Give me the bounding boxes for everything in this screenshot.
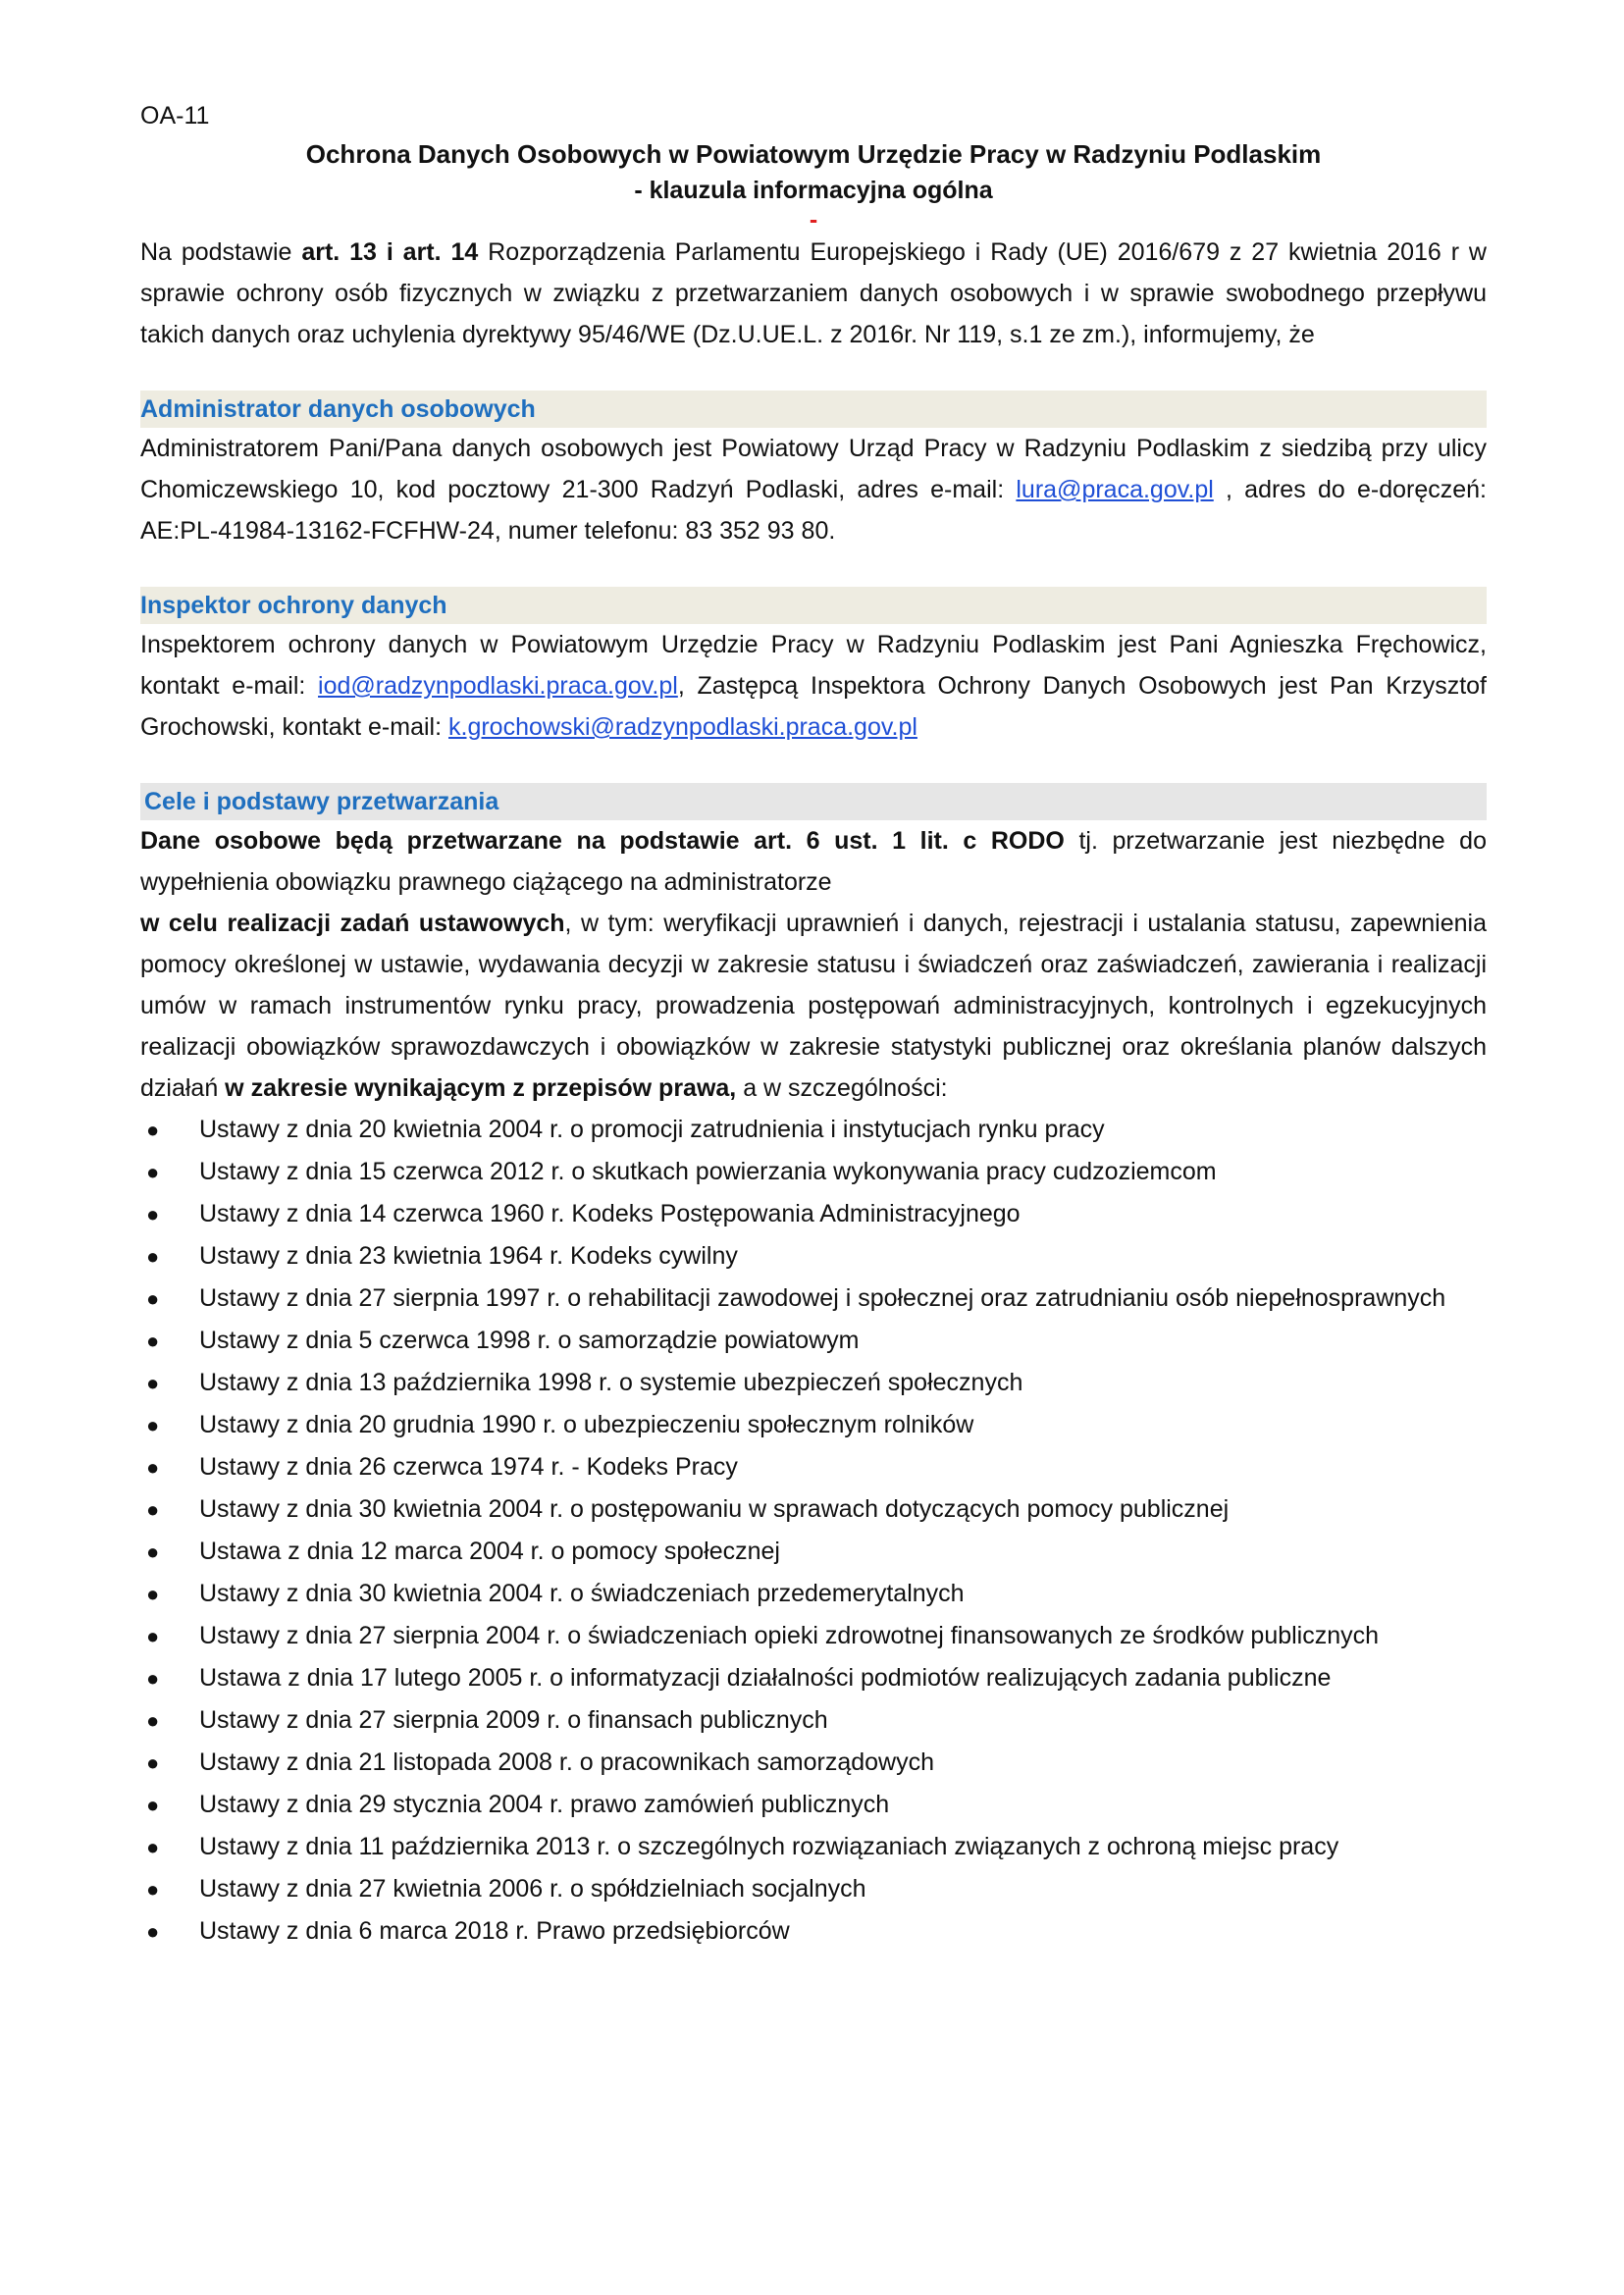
law-text: Ustawy z dnia 15 czerwca 2012 r. o skutkach powierzania wykonywania pracy cudzoziemcom: [199, 1158, 1217, 1185]
bullet-icon: ●: [146, 1919, 160, 1944]
intro-bold-articles: art. 13 i art. 14: [301, 238, 479, 266]
bullet-icon: ●: [146, 1329, 160, 1353]
purposes-bold-3: w zakresie wynikającym z przepisów prawa,: [225, 1074, 737, 1102]
administrator-paragraph: [140, 428, 1487, 551]
bullet-icon: ●: [146, 1877, 160, 1902]
bullet-icon: ●: [146, 1835, 160, 1859]
law-text: Ustawy z dnia 29 stycznia 2004 r. prawo zamówień publicznych: [199, 1791, 890, 1818]
bullet-icon: ●: [146, 1793, 160, 1817]
law-text: Ustawy z dnia 30 kwietnia 2004 r. o świadczeniach przedemerytalnych: [199, 1580, 965, 1607]
bullet-icon: ●: [146, 1708, 160, 1733]
purposes-text-2: , w tym: weryfikacji uprawnień i danych, rejestracji i ustalania statusu, zapewnienia pomocy określonej w ustawie, wydawania decyzji w zakresie statusu i świadczeń oraz zaświadczeń, zawierania i realizacji umów w ramach instrumentów rynku pracy, prowadzenia postępowań administracyjnych, kontrolnych i egzekucyjnych realizacji obowiązków sprawozdawczych i obowiązków w zakresie statystyki publicznej oraz określania planów dalszych działań: [140, 910, 1487, 1102]
law-list-item: [140, 1615, 1487, 1657]
law-text: Ustawy z dnia 20 kwietnia 2004 r. o promocji zatrudnienia i instytucjach rynku pracy: [199, 1116, 1105, 1143]
bullet-icon: ●: [146, 1118, 160, 1142]
bullet-icon: ●: [146, 1244, 160, 1269]
law-list-item: [140, 1109, 1487, 1151]
law-text: Ustawa z dnia 12 marca 2004 r. o pomocy społecznej: [199, 1538, 780, 1565]
laws-list: [140, 1109, 1487, 1953]
law-list-item: [140, 1488, 1487, 1531]
purposes-heading: Cele i podstawy przetwarzania: [140, 783, 1487, 820]
purposes-paragraph-2: [140, 903, 1487, 1109]
law-text: Ustawy z dnia 27 sierpnia 2009 r. o finansach publicznych: [199, 1706, 828, 1734]
purposes-bold-2: w celu realizacji zadań ustawowych: [140, 910, 565, 937]
law-list-item: [140, 1278, 1487, 1320]
law-text: Ustawa z dnia 17 lutego 2005 r. o informatyzacji działalności podmiotów realizujących zadania publiczne: [199, 1664, 1332, 1692]
law-text: Ustawy z dnia 26 czerwca 1974 r. - Kodeks Pracy: [199, 1453, 738, 1481]
bullet-icon: ●: [146, 1413, 160, 1437]
law-list-item: [140, 1404, 1487, 1446]
law-list-item: [140, 1868, 1487, 1910]
intro-paragraph: [140, 232, 1487, 355]
purposes-text-3: a w szczególności:: [736, 1074, 948, 1102]
administrator-text-1: Administratorem Pani/Pana danych osobowych jest Powiatowy Urząd Pracy w Radzyniu Podlaskim z siedzibą przy ulicy Chomiczewskiego 10, kod pocztowy 21-300 Radzyń Podlaski, adres e-mail:: [140, 435, 1487, 503]
bullet-icon: ●: [146, 1624, 160, 1648]
document-subtitle: - klauzula informacyjna ogólna: [634, 177, 993, 204]
law-list-item: [140, 1910, 1487, 1953]
bullet-icon: ●: [146, 1582, 160, 1606]
law-list-item: [140, 1362, 1487, 1404]
purposes-text-1: tj. przetwarzanie jest niezbędne do wypełnienia obowiązku prawnego ciążącego na administratorze: [140, 827, 1487, 896]
law-list-item: [140, 1151, 1487, 1193]
law-list-item: [140, 1699, 1487, 1742]
law-text: Ustawy z dnia 23 kwietnia 1964 r. Kodeks cywilny: [199, 1242, 738, 1270]
law-list-item: [140, 1784, 1487, 1826]
law-list-item: [140, 1742, 1487, 1784]
intro-text-2: Rozporządzenia Parlamentu Europejskiego i Rady (UE) 2016/679 z 27 kwietnia 2016 r w sprawie ochrony osób fizycznych w związku z przetwarzaniem danych osobowych i w sprawie swobodnego przepływu takich danych oraz uchylenia dyrektywy 95/46/WE (Dz.U.UE.L. z 2016r. Nr 119, s.1 ze zm.), informujemy, że: [140, 238, 1487, 348]
red-dash: -: [809, 206, 818, 234]
law-list-item: [140, 1573, 1487, 1615]
law-list-item: [140, 1193, 1487, 1235]
document-code: OA-11: [140, 102, 210, 130]
law-text: Ustawy z dnia 6 marca 2018 r. Prawo przedsiębiorców: [199, 1917, 790, 1945]
inspector-email-link[interactable]: iod@radzynpodlaski.praca.gov.pl: [318, 672, 678, 700]
inspector-paragraph: [140, 624, 1487, 748]
deputy-inspector-email-link[interactable]: k.grochowski@radzynpodlaski.praca.gov.pl: [448, 713, 917, 741]
administrator-heading: Administrator danych osobowych: [140, 391, 1487, 428]
law-list-item: [140, 1235, 1487, 1278]
law-text: Ustawy z dnia 27 sierpnia 2004 r. o świadczeniach opieki zdrowotnej finansowanych ze środków publicznych: [199, 1622, 1380, 1649]
administrator-text-2: , adres do e-doręczeń: AE:PL-41984-13162-FCFHW-24, numer telefonu: 83 352 93 80.: [140, 476, 1487, 545]
law-list-item: [140, 1320, 1487, 1362]
law-list-item: [140, 1826, 1487, 1868]
bullet-icon: ●: [146, 1371, 160, 1395]
law-text: Ustawy z dnia 30 kwietnia 2004 r. o postępowaniu w sprawach dotyczących pomocy publicznej: [199, 1495, 1230, 1523]
document-content: [140, 98, 1487, 1953]
law-text: Ustawy z dnia 11 października 2013 r. o szczególnych rozwiązaniach związanych z ochroną miejsc pracy: [199, 1833, 1339, 1860]
bullet-icon: ●: [146, 1160, 160, 1184]
law-text: Ustawy z dnia 20 grudnia 1990 r. o ubezpieczeniu społecznym rolników: [199, 1411, 974, 1438]
bullet-icon: ●: [146, 1455, 160, 1480]
bullet-icon: ●: [146, 1539, 160, 1564]
purposes-bold-1: Dane osobowe będą przetwarzane na podstawie art. 6 ust. 1 lit. c RODO: [140, 827, 1065, 855]
law-list-item: [140, 1446, 1487, 1488]
bullet-icon: ●: [146, 1286, 160, 1311]
law-text: Ustawy z dnia 27 sierpnia 1997 r. o rehabilitacji zawodowej i społecznej oraz zatrudnianiu osób niepełnosprawnych: [199, 1284, 1446, 1312]
intro-text-1: Na podstawie: [140, 238, 302, 266]
inspector-text-1: Inspektorem ochrony danych w Powiatowym Urzędzie Pracy w Radzyniu Podlaskim jest Pani Agnieszka Fręchowicz, kontakt e-mail:: [140, 631, 1487, 700]
law-list-item: [140, 1657, 1487, 1699]
bullet-icon: ●: [146, 1750, 160, 1775]
document-title: Ochrona Danych Osobowych w Powiatowym Urzędzie Pracy w Radzyniu Podlaskim: [305, 139, 1322, 169]
law-text: Ustawy z dnia 27 kwietnia 2006 r. o spółdzielniach socjalnych: [199, 1875, 866, 1903]
administrator-email-link[interactable]: lura@praca.gov.pl: [1016, 476, 1214, 503]
purposes-paragraph-1: [140, 820, 1487, 903]
bullet-icon: ●: [146, 1497, 160, 1522]
inspector-heading: Inspektor ochrony danych: [140, 587, 1487, 624]
bullet-icon: ●: [146, 1666, 160, 1691]
inspector-text-2: , Zastępcą Inspektora Ochrony Danych Osobowych jest Pan Krzysztof Grochowski, kontakt e-mail:: [140, 672, 1488, 741]
law-text: Ustawy z dnia 14 czerwca 1960 r. Kodeks Postępowania Administracyjnego: [199, 1200, 1021, 1227]
law-text: Ustawy z dnia 13 października 1998 r. o systemie ubezpieczeń społecznych: [199, 1369, 1023, 1396]
law-list-item: [140, 1531, 1487, 1573]
law-text: Ustawy z dnia 21 listopada 2008 r. o pracownikach samorządowych: [199, 1748, 935, 1776]
bullet-icon: ●: [146, 1202, 160, 1226]
law-text: Ustawy z dnia 5 czerwca 1998 r. o samorządzie powiatowym: [199, 1327, 860, 1354]
